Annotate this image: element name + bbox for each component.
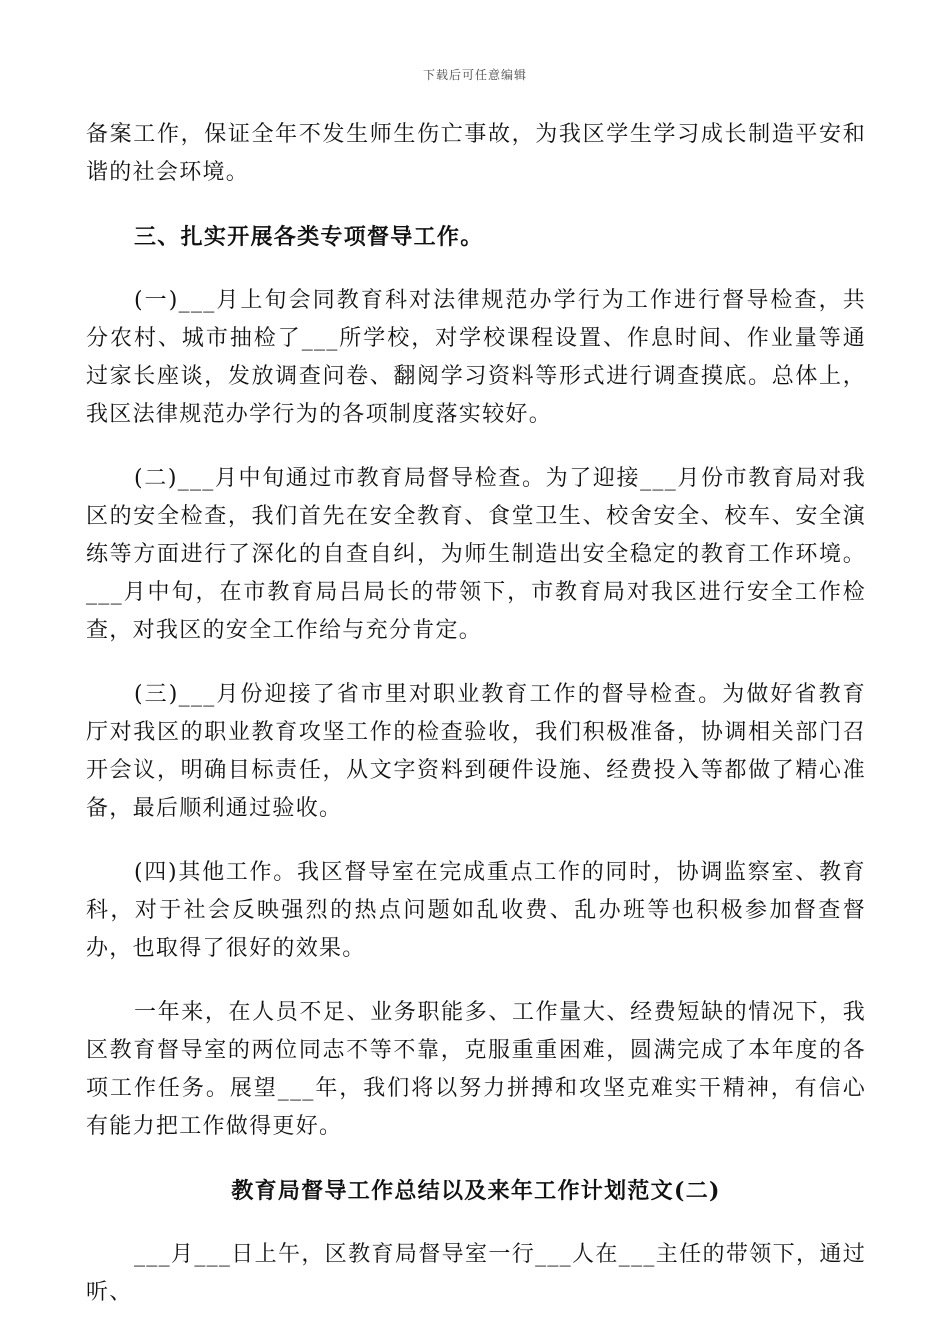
document-title: 教育局督导工作总结以及来年工作计划范文(二) — [231, 1178, 721, 1204]
document-body — [86, 116, 866, 1312]
paragraph-4: (四)其他工作。我区督导室在完成重点工作的同时，协调监察室、教育科，对于社会反映强烈的热点问题如乱收费、乱办班等也积极参加督查督办，也取得了很好的效果。 — [86, 860, 866, 961]
paragraph-2: (二)___月中旬通过市教育局督导检查。为了迎接___月份市教育局对我区的安全检查，我们首先在安全教育、食堂卫生、校舍安全、校车、安全演练等方面进行了深化的自查自纠，为师生制造出安全稳定的教育工作环境。___月中旬，在市教育局吕局长的带领下，市教育局对我区进行安全工作检查，对我区的安全工作给与充分肯定。 — [86, 466, 866, 643]
paragraph-6: ___月___日上午，区教育局督导室一行___人在___主任的带领下，通过听、 — [86, 1242, 866, 1305]
continued-paragraph: 备案工作，保证全年不发生师生伤亡事故，为我区学生学习成长制造平安和谐的社会环境。 — [86, 122, 866, 185]
paragraph-3: (三)___月份迎接了省市里对职业教育工作的督导检查。为做好省教育厅对我区的职业教育攻坚工作的检查验收，我们积极准备，协调相关部门召开会议，明确目标责任，从文字资料到硬件设施、经费投入等都做了精心准备，最后顺利通过验收。 — [86, 682, 866, 821]
section-heading: 三、扎实开展各类专项督导工作。 — [134, 224, 484, 250]
page-header: 下载后可任意编辑 — [422, 68, 527, 82]
paragraph-1: (一)___月上旬会同教育科对法律规范办学行为工作进行督导检查，共分农村、城市抽检了___所学校，对学校课程设置、作息时间、作业量等通过家长座谈，发放调查问卷、翻阅学习资料等形式进行调查摸底。总体上，我区法律规范办学行为的各项制度落实较好。 — [86, 288, 866, 427]
paragraph-5: 一年来，在人员不足、业务职能多、工作量大、经费短缺的情况下，我区教育督导室的两位同志不等不靠，克服重重困难，圆满完成了本年度的各项工作任务。展望___年，我们将以努力拼搏和攻坚克难实干精神，有信心有能力把工作做得更好。 — [86, 1000, 866, 1139]
